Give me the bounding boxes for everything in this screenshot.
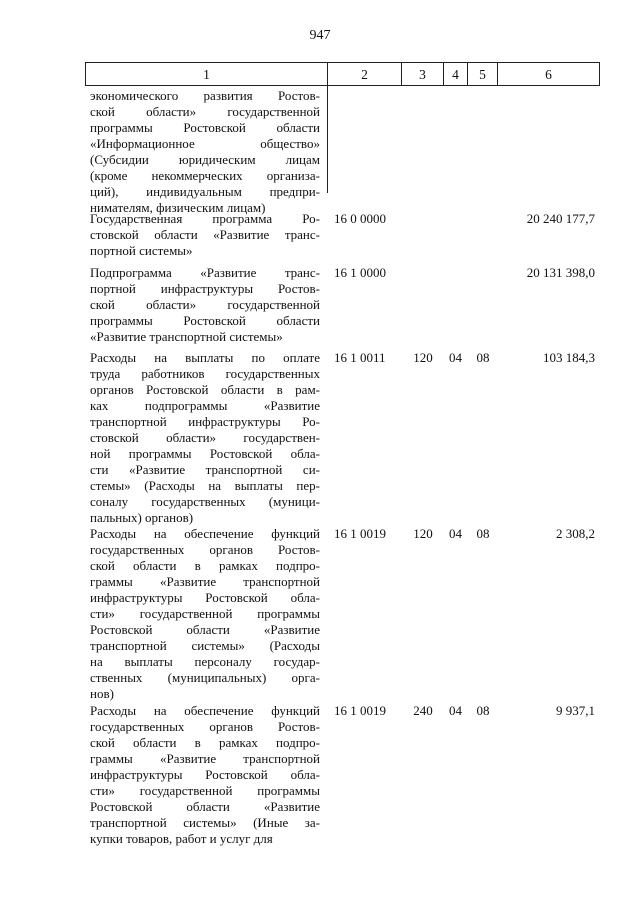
description-line: соналу государственных (муници-: [90, 494, 320, 509]
description-line: стовской области «Развитие транс-: [90, 227, 320, 242]
row-code: 16 1 0000: [334, 265, 386, 280]
description-line: сти» государственной программы: [90, 783, 320, 798]
description-line: государственных органов Ростов-: [90, 719, 320, 734]
description-line: ской области в рамках подпро-: [90, 558, 320, 573]
row-rz: 04: [449, 526, 462, 541]
description-line: граммы «Развитие транспортной: [90, 574, 320, 589]
description-line: транспортной системы» (Расходы: [90, 638, 320, 653]
description-line: транспортной системы» (Иные за-: [90, 815, 320, 830]
description-line: (Субсидии юридическим лицам: [90, 152, 320, 167]
description-line: ках подпрограммы «Развитие: [90, 398, 320, 413]
description-line: Ростовской области «Развитие: [90, 799, 320, 814]
row-vr: 120: [413, 526, 433, 541]
row-description: [90, 350, 320, 526]
description-line: труда работников государственных: [90, 366, 320, 381]
header-col-2: 2: [361, 67, 368, 82]
description-line: нов): [90, 686, 114, 701]
row-rz: 04: [449, 703, 462, 718]
description-line: граммы «Развитие транспортной: [90, 751, 320, 766]
row-sum: 20 131 398,0: [526, 265, 595, 280]
description-line: инфраструктуры Ростовской обла-: [90, 590, 320, 605]
row-code: 16 1 0019: [334, 526, 386, 541]
description-line: инфраструктуры Ростовской обла-: [90, 767, 320, 782]
description-line: ной программы Ростовской обла-: [90, 446, 320, 461]
row-pr: 08: [476, 350, 490, 365]
header-top-border: [85, 62, 599, 63]
row-sum: 9 937,1: [556, 703, 595, 718]
row-description: [90, 703, 320, 847]
description-line: Расходы на выплаты по оплате: [90, 350, 320, 365]
row-description: [90, 88, 320, 216]
description-line: ций), индивидуальным предпри-: [90, 184, 320, 199]
description-line: Расходы на обеспечение функций: [90, 526, 320, 541]
description-line: «Развитие транспортной системы»: [90, 329, 283, 344]
column-divider: [327, 85, 328, 193]
row-pr: 08: [476, 703, 490, 718]
description-line: ственных (муниципальных) орга-: [90, 670, 320, 685]
description-line: государственных органов Ростов-: [90, 542, 320, 557]
description-line: сти» государственной программы: [90, 606, 320, 621]
description-line: портной инфраструктуры Ростов-: [90, 281, 320, 296]
row-sum: 2 308,2: [556, 526, 595, 541]
header-divider-right: [599, 62, 600, 86]
description-line: купки товаров, работ и услуг для: [90, 831, 273, 846]
description-line: на выплаты персоналу государ-: [90, 654, 320, 669]
description-line: экономического развития Ростов-: [90, 88, 320, 103]
row-code: 16 1 0019: [334, 703, 386, 718]
row-description: [90, 265, 320, 345]
header-col-4: 4: [452, 67, 459, 82]
description-line: нимателям, физическим лицам): [90, 200, 266, 215]
row-description: [90, 211, 320, 259]
header-col-6: 6: [545, 67, 552, 82]
description-line: стовской области» государствен-: [90, 430, 320, 445]
description-line: пальных) органов): [90, 510, 194, 525]
description-line: Ростовской области «Развитие: [90, 622, 320, 637]
description-line: Государственная программа Ро-: [90, 211, 320, 226]
description-line: ской области» государственной: [90, 297, 320, 312]
row-rz: 04: [449, 350, 462, 365]
row-description: [90, 526, 320, 702]
description-line: сти «Развитие транспортной си-: [90, 462, 320, 477]
description-line: ской области в рамках подпро-: [90, 735, 320, 750]
row-pr: 08: [476, 526, 490, 541]
row-vr: 120: [413, 350, 433, 365]
row-code: 16 1 0011: [334, 350, 386, 365]
description-line: стемы» (Расходы на выплаты пер-: [90, 478, 320, 493]
description-line: портной системы»: [90, 243, 193, 258]
description-line: Подпрограмма «Развитие транс-: [90, 265, 320, 280]
page-number: 947: [309, 28, 331, 43]
header-bottom-border: [85, 85, 599, 86]
description-line: программы Ростовской области: [90, 313, 320, 328]
row-sum: 20 240 177,7: [526, 211, 595, 226]
header-col-3: 3: [419, 67, 426, 82]
row-vr: 240: [413, 703, 433, 718]
description-line: (кроме некоммерческих организа-: [90, 168, 320, 183]
description-line: ской области» государственной: [90, 104, 320, 119]
description-line: программы Ростовской области: [90, 120, 320, 135]
row-sum: 103 184,3: [543, 350, 595, 365]
description-line: транспортной инфраструктуры Ро-: [90, 414, 320, 429]
header-col-5: 5: [479, 67, 486, 82]
description-line: Расходы на обеспечение функций: [90, 703, 320, 718]
header-col-1: 1: [203, 67, 210, 82]
row-code: 16 0 0000: [334, 211, 386, 226]
description-line: органов Ростовской области в рам-: [90, 382, 320, 397]
description-line: «Информационное общество»: [90, 136, 320, 151]
